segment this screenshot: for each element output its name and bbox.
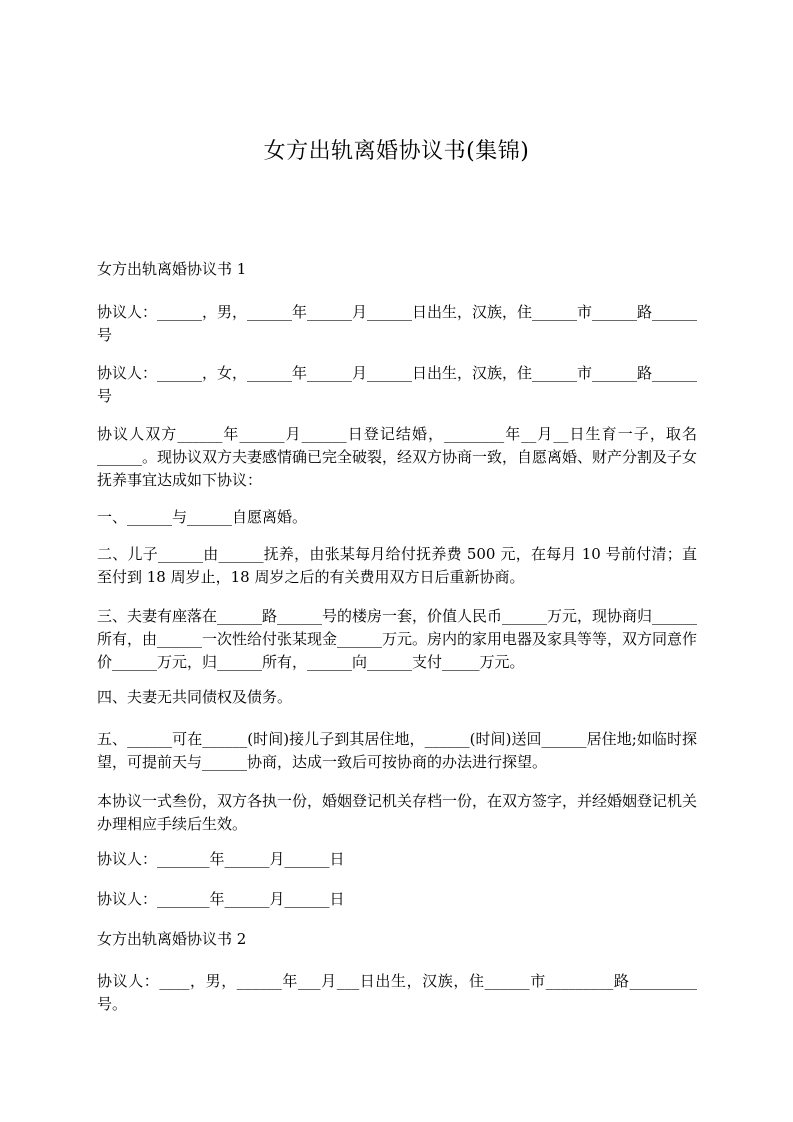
section-heading-2: 女方出轨离婚协议书 2 [97,930,247,948]
section-heading-1: 女方出轨离婚协议书 1 [97,260,247,278]
effectiveness-paragraph: 本协议一式叁份，双方各执一份，婚姻登记机关存档一份，在双方签字，并经婚姻登记机关办理相应手续后生效。 [97,792,698,833]
clause-5: 五、______可在______(时间)接儿子到其居住地，______(时间)送回______居住地;如临时探望，可提前天与______协商，达成一致后可按协商的办法进行探望。 [97,730,697,771]
party-male-line-2: 协议人：____，男，______年___月___日出生，汉族，住______市_________路_________号。 [97,972,697,1013]
preamble-paragraph: 协议人双方______年______月______日登记结婚，________年__月__日生育一子，取名______。现协议双方夫妻感情确已完全破裂，经双方协商一致，自愿离婚、财产分割及子女抚养事宜达成如下协议： [97,425,698,489]
clause-1: 一、______与______自愿离婚。 [97,508,308,526]
signature-line-2: 协议人：_______年______月______日 [97,890,345,908]
clause-3: 三、夫妻有座落在______路______号的楼房一套，价值人民币______万元，现协商归______所有，由______一次性给付张某现金______万元。房内的家用电器及家具等等，双方同意作价______万元，归______所有，______向______支付_____万元。 [97,607,698,671]
party-female-line: 协议人：______，女，______年______月______日出生，汉族，住______市______路______号 [97,364,698,405]
signature-line-1: 协议人：_______年______月______日 [97,850,345,868]
clause-4: 四、夫妻无共同债权及债务。 [97,688,293,706]
page-title: 女方出轨离婚协议书(集锦) [263,139,530,164]
party-male-line: 协议人：______，男，______年______月______日出生，汉族，住______市______路______号 [97,303,698,344]
clause-2: 二、儿子______由______抚养，由张某每月给付抚养费 500 元，在每月 10 号前付清；直至付到 18 周岁止，18 周岁之后的有关费用双方日后重新协商。 [97,545,697,586]
